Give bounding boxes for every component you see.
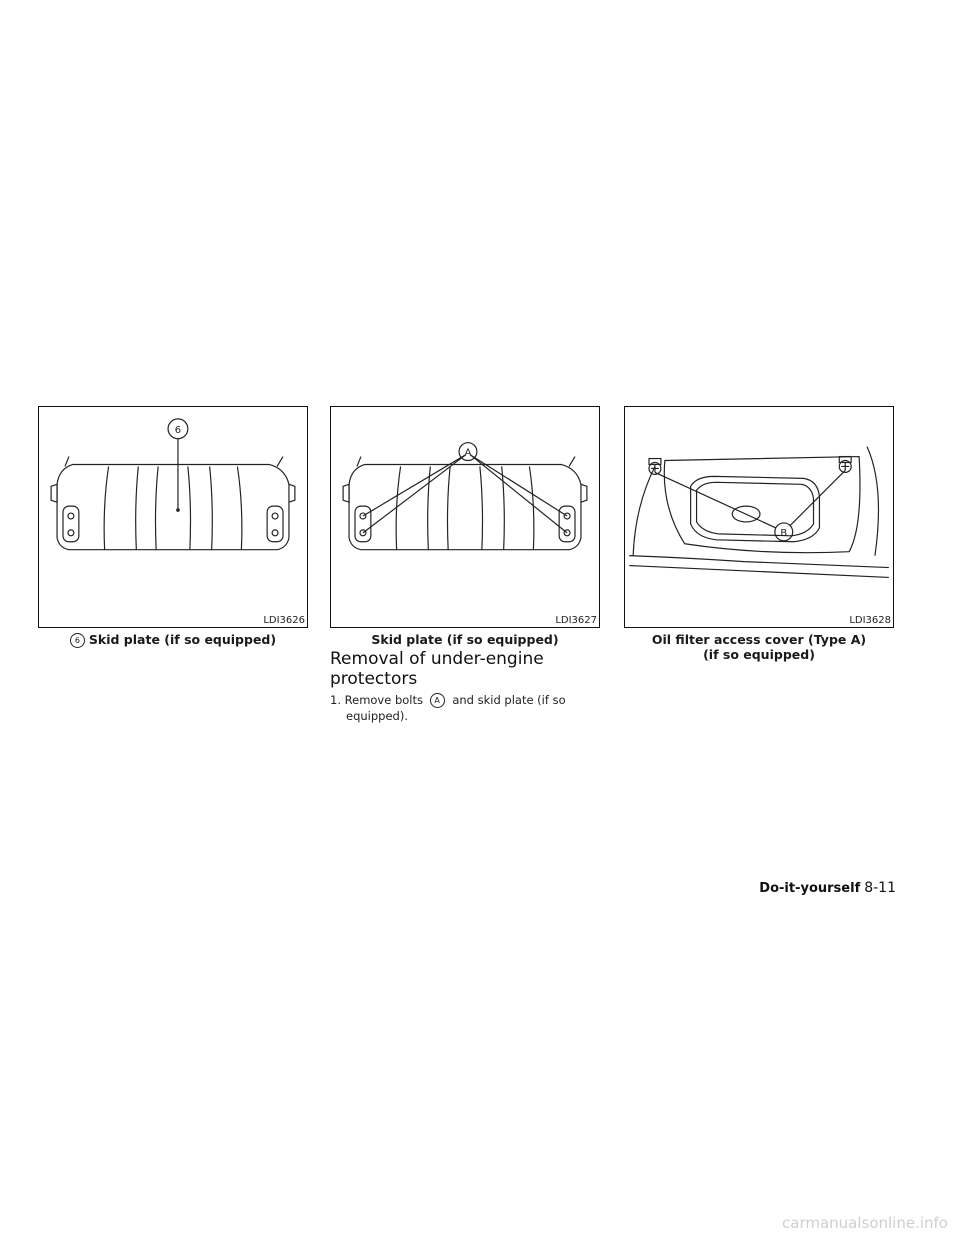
caption-line-1: Oil filter access cover (Type A): [651, 632, 867, 647]
figure-code: LDI3628: [849, 615, 891, 626]
figure-caption: [624, 632, 894, 662]
bolt-marker: A: [430, 693, 445, 708]
oil-filter-cover-illustration: [625, 407, 893, 627]
page-footer: [700, 880, 896, 896]
callout-marker: 6: [70, 633, 85, 648]
step-text-continued: equipped).: [346, 709, 408, 723]
callout-label: 6: [174, 424, 182, 436]
figure-oil-filter-access-cover: [624, 406, 894, 628]
step-text-after: and skid plate (if so: [452, 693, 566, 707]
footer-section-title: Do-it-yourself: [759, 881, 861, 896]
callout-label: A: [464, 447, 472, 459]
step-text-before: Remove bolts: [344, 693, 423, 707]
figure-caption: [330, 632, 600, 647]
figure-code: LDI3627: [555, 615, 597, 626]
caption-text: Skid plate (if so equipped): [88, 632, 277, 647]
caption-text: Skid plate (if so equipped): [371, 632, 559, 647]
callout-label: B: [780, 527, 788, 539]
skid-plate-illustration: [39, 407, 307, 627]
caption-line-2: (if so equipped): [703, 647, 815, 662]
step-number: 1.: [330, 693, 341, 707]
figure-skid-plate-callout-6: [38, 406, 308, 628]
watermark: carmanualsonline.info: [782, 1214, 948, 1232]
figure-caption: [38, 632, 308, 648]
figure-skid-plate-bolts-a: [330, 406, 600, 628]
page-number: 8-11: [864, 880, 896, 896]
skid-plate-bolts-illustration: [331, 407, 599, 627]
step-1: [330, 692, 602, 724]
section-heading: Removal of under-engine protectors: [330, 649, 544, 689]
figure-code: LDI3626: [263, 615, 305, 626]
